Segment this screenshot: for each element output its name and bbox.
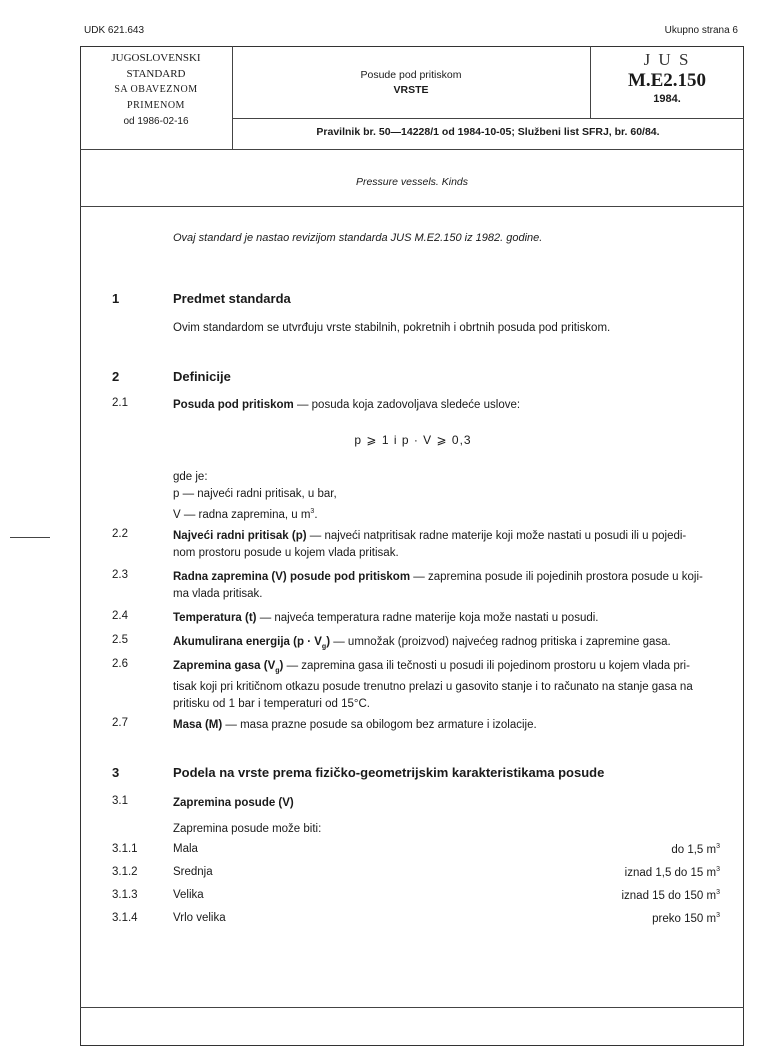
def-2-1-formula: p ⩾ 1 i p · V ⩾ 0,3 bbox=[354, 433, 472, 447]
def-2-5-text: — umnožak (proizvod) najvećeg radnog pritiska i zapremine gasa. bbox=[330, 636, 671, 648]
def-2-2 bbox=[173, 528, 723, 562]
def-2-1-where: gde je: bbox=[173, 471, 208, 483]
section-2-number: 2 bbox=[112, 369, 120, 384]
item-value-sup: 3 bbox=[716, 912, 720, 919]
title-line-1: Posude pod pritiskom bbox=[360, 69, 462, 81]
margin-mark bbox=[10, 537, 50, 538]
jus-year: 1984. bbox=[653, 93, 681, 105]
header-divider-mid bbox=[232, 118, 744, 119]
def-2-3-line2: ma vlada pritisak. bbox=[173, 588, 263, 600]
list-item bbox=[112, 843, 720, 861]
def-2-6-line3: pritisku od 1 bar i temperaturi od 15°C. bbox=[173, 698, 370, 711]
regulation-reference: Pravilnik br. 50—14228/1 od 1984-10-05; Službeni list SFRJ, br. 60/84. bbox=[316, 126, 660, 138]
def-2-6 bbox=[173, 658, 728, 713]
def-2-4-number: 2.4 bbox=[112, 610, 128, 622]
item-value bbox=[621, 889, 720, 902]
section-3-1-title: Zapremina posude (V) bbox=[173, 797, 294, 809]
item-number: 3.1.1 bbox=[112, 843, 138, 855]
status-line-2: STANDARD bbox=[126, 68, 186, 80]
def-2-6-term-sub: g bbox=[275, 667, 280, 675]
def-2-2-line1: — najveći natpritisak radne materije koji može nastati u posudi ili u pojedi- bbox=[306, 530, 687, 542]
item-value-sup: 3 bbox=[716, 843, 720, 850]
item-value bbox=[625, 866, 720, 879]
def-2-4-term: Temperatura (t) bbox=[173, 612, 257, 624]
def-2-1 bbox=[173, 397, 520, 414]
status-date: od 1986-02-16 bbox=[123, 116, 189, 127]
def-2-2-line2: nom prostoru posude u kojem vlada pritisak. bbox=[173, 547, 399, 559]
item-value-text: do 1,5 m bbox=[671, 843, 717, 856]
list-item bbox=[112, 912, 720, 930]
def-2-6-term-end: ) bbox=[279, 660, 284, 672]
def-2-4 bbox=[173, 610, 599, 627]
item-value-sup: 3 bbox=[716, 866, 720, 873]
jus-label: J U S bbox=[643, 50, 691, 69]
section-3-title: Podela na vrste prema fizičko-geometrijskim karakteristikama posude bbox=[173, 765, 605, 780]
v-line-end: . bbox=[314, 508, 318, 521]
def-2-1-v-line bbox=[173, 503, 337, 524]
item-label: Srednja bbox=[173, 866, 213, 878]
title-divider bbox=[80, 206, 744, 207]
def-2-6-line1: — zapremina gasa ili tečnosti u posudi ili pojedinom prostoru u kojem vlada pri- bbox=[283, 660, 690, 672]
section-3-1-intro: Zapremina posude može biti: bbox=[173, 823, 322, 835]
def-2-7-number: 2.7 bbox=[112, 717, 128, 729]
def-2-5-term-sub: g bbox=[321, 643, 327, 651]
v-line-sup: 3 bbox=[310, 508, 315, 515]
list-item bbox=[112, 866, 720, 884]
item-value-sup: 3 bbox=[716, 889, 720, 896]
item-value bbox=[652, 912, 720, 925]
header-divider-bottom bbox=[80, 149, 744, 150]
footer-divider bbox=[80, 1007, 744, 1008]
udk-code: UDK 621.643 bbox=[84, 25, 145, 36]
item-value bbox=[671, 843, 720, 856]
def-2-1-where-block bbox=[173, 469, 337, 524]
section-3-1-number: 3.1 bbox=[112, 795, 128, 807]
item-number: 3.1.2 bbox=[112, 866, 138, 878]
english-title: Pressure vessels. Kinds bbox=[355, 176, 469, 188]
jus-code: M.E2.150 bbox=[627, 70, 707, 91]
item-number: 3.1.4 bbox=[112, 912, 138, 924]
status-line-4: PRIMENOM bbox=[127, 100, 185, 111]
def-2-5 bbox=[173, 634, 671, 655]
v-line-text: V — radna zapremina, u m bbox=[173, 508, 311, 521]
jus-code-block bbox=[590, 50, 744, 106]
def-2-7-text: — masa prazne posude sa obilogom bez armature i izolacije. bbox=[222, 719, 537, 731]
item-value-text: iznad 1,5 do 15 m bbox=[624, 866, 717, 879]
def-2-6-number: 2.6 bbox=[112, 658, 128, 670]
intro-text: Ovaj standard je nastao revizijom standarda JUS M.E2.150 iz 1982. godine. bbox=[173, 232, 543, 244]
title-line-2: VRSTE bbox=[393, 84, 429, 96]
def-2-1-p-line: p — najveći radni pritisak, u bar, bbox=[173, 488, 337, 500]
def-2-6-line2: tisak koji pri kritičnom otkazu posude trenutno prelazi u gasovito stanje i to računato na stanje gasa na bbox=[173, 681, 693, 694]
def-2-6-term: Zapremina gasa (V bbox=[173, 660, 276, 672]
section-1-number: 1 bbox=[112, 291, 120, 306]
status-line-3: SA OBAVEZNOM bbox=[114, 84, 198, 95]
standard-status-block bbox=[80, 50, 232, 130]
item-value-text: preko 150 m bbox=[652, 912, 717, 925]
def-2-3-term: Radna zapremina (V) posude pod pritiskom bbox=[173, 571, 411, 583]
status-line-1: JUGOSLOVENSKI bbox=[111, 52, 201, 64]
def-2-5-term-end: ) bbox=[326, 636, 331, 648]
item-label: Mala bbox=[173, 843, 198, 855]
item-label: Velika bbox=[173, 889, 204, 901]
def-2-3 bbox=[173, 569, 723, 603]
def-2-2-term: Najveći radni pritisak (p) bbox=[173, 530, 307, 542]
item-value-text: iznad 15 do 150 m bbox=[621, 889, 717, 902]
def-2-1-number: 2.1 bbox=[112, 397, 128, 409]
def-2-7 bbox=[173, 717, 537, 734]
standard-title bbox=[232, 68, 590, 98]
section-3-number: 3 bbox=[112, 765, 120, 780]
def-2-5-number: 2.5 bbox=[112, 634, 128, 646]
list-item bbox=[112, 889, 720, 907]
def-2-5-term: Akumulirana energija (p · V bbox=[173, 636, 322, 648]
def-2-1-term: Posuda pod pritiskom bbox=[173, 399, 294, 411]
section-1-text: Ovim standardom se utvrđuju vrste stabilnih, pokretnih i obrtnih posuda pod pritiskom. bbox=[173, 322, 611, 334]
item-number: 3.1.3 bbox=[112, 889, 138, 901]
def-2-1-text: — posuda koja zadovoljava sledeće uslove: bbox=[293, 399, 521, 411]
section-2-title: Definicije bbox=[173, 369, 231, 384]
total-pages: Ukupno strana 6 bbox=[664, 25, 738, 36]
def-2-2-number: 2.2 bbox=[112, 528, 128, 540]
def-2-3-number: 2.3 bbox=[112, 569, 128, 581]
def-2-4-text: — najveća temperatura radne materije koja može nastati u posudi. bbox=[256, 612, 599, 624]
def-2-3-line1: — zapremina posude ili pojedinih prostora posude u koji- bbox=[410, 571, 703, 583]
def-2-7-term: Masa (M) bbox=[173, 719, 223, 731]
item-label: Vrlo velika bbox=[173, 912, 226, 924]
section-1-title: Predmet standarda bbox=[173, 291, 291, 306]
